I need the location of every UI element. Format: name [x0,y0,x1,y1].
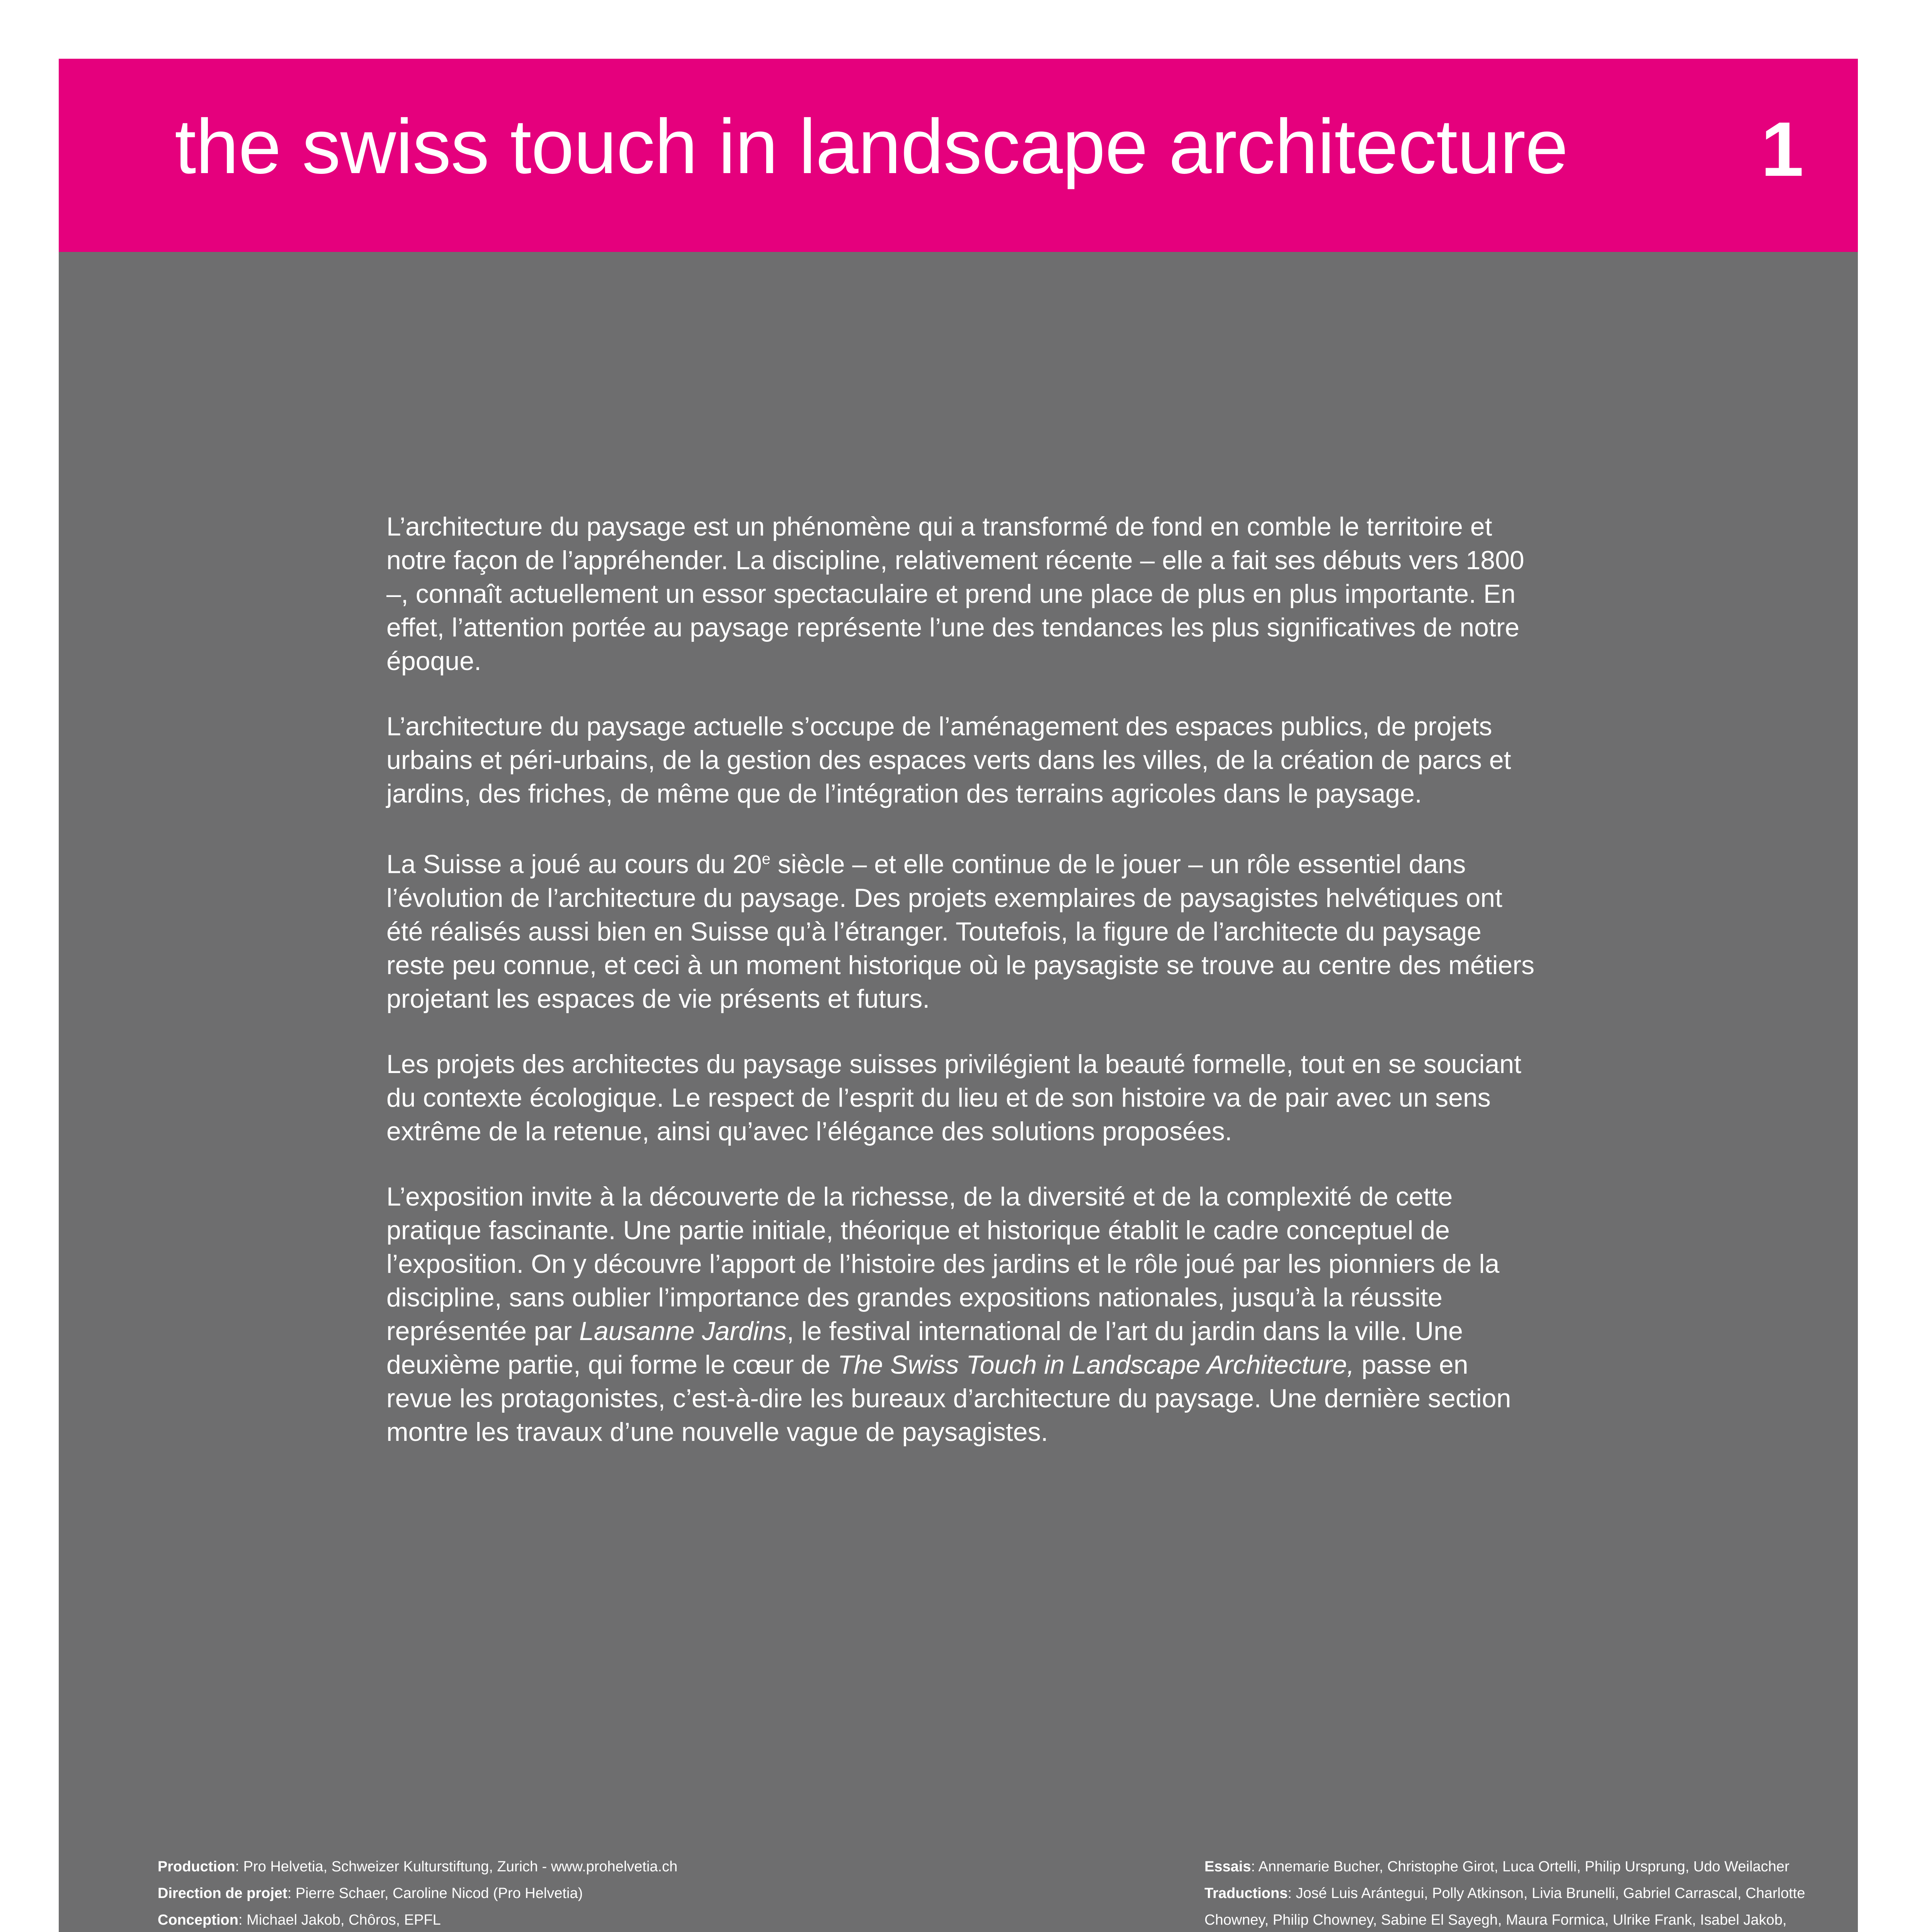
credit-label: Essais [1204,1859,1251,1875]
credit-entry [158,1880,969,1907]
credits-left-column [158,1854,969,1932]
intro-text [386,510,1538,1481]
intro-paragraph: Les projets des architectes du paysage suisses privilégient la beauté formelle, tout en se souciant du contexte écologique. Le respect de l’esprit du lieu et de son histoire va de pair avec un sens extrême de la retenue, ainsi qu’avec l’élégance des solutions proposées. [386,1049,1522,1146]
credit-text: : Pierre Schaer, Caroline Nicod (Pro Helvetia) [287,1885,583,1901]
credit-label: Conception [158,1912,238,1928]
text-run: La Suisse a joué au cours du 20 [386,849,762,879]
text-run: siècle – et elle continue de le jouer – un rôle essentiel dans l’évolution de l’architecture du paysage. Des projets exemplaires de paysagistes helvétiques ont été réalisés aussi bien en Suisse qu’à l’étranger. Toutefois, la figure de l’architecte du paysage reste peu connue, et ceci à un moment historique où le paysagiste se trouve au centre des métiers projetant les espaces de vie présents et futurs. [386,849,1535,1014]
credit-text: : Pro Helvetia, Schweizer Kulturstiftung, Zurich - www.prohelvetia.ch [235,1859,678,1875]
italic-title: The Swiss Touch in Landscape Architecture, [837,1350,1354,1379]
intro-paragraph: L’architecture du paysage actuelle s’occupe de l’aménagement des espaces publics, de projets urbains et péri-urbains, de la gestion des espaces verts dans les villes, de la création de parcs et jardins, des friches, de même que de l’intégration des terrains agricoles dans le paysage. [386,712,1511,808]
credit-entry [158,1854,969,1880]
panel-number: 1 [1761,106,1804,192]
credit-text: : José Luis Arántegui, Polly Atkinson, Livia Brunelli, Gabriel Carrascal, Charlotte Chowney, Philip Chowney, Sabine El Sayegh, Maura Formica, Ulrike Frank, Isabel Jakob, [1204,1885,1805,1928]
header-band [59,59,1858,252]
credit-text: : Michael Jakob, Chôros, EPFL [238,1912,441,1928]
credit-entry [158,1907,969,1932]
italic-title: Lausanne Jardins [579,1316,787,1346]
credit-entry [1204,1880,1807,1932]
content-panel [59,252,1858,1932]
superscript: e [762,850,771,867]
intro-paragraph [386,1180,1538,1449]
page-title: the swiss touch in landscape architecture [175,104,1568,190]
credit-label: Production [158,1859,235,1875]
credit-entry [1204,1854,1807,1880]
credit-text: : Annemarie Bucher, Christophe Girot, Luca Ortelli, Philip Ursprung, Udo Weilacher [1251,1859,1789,1875]
credit-label: Traductions [1204,1885,1288,1901]
text-run: L’exposition invite à la découverte de la richesse, de la diversité et de la complexité de cette pratique fascinante. Une partie initiale, théorique et historique établit le cadre conceptuel de l’exposition. On y découvre l’apport de l’histoire des jardins et le rôle joué par les pionniers de la discipline, sans oublier l’importance des grandes expositions nationales, jusqu’à la réussite représentée par [386,1182,1500,1346]
credit-label: Direction de projet [158,1885,287,1901]
credits-right-column [1204,1854,1807,1932]
intro-paragraph [386,842,1538,1016]
intro-paragraph: L’architecture du paysage est un phénomène qui a transformé de fond en comble le territoire et notre façon de l’appréhender. La discipline, relativement récente – elle a fait ses débuts vers 1800 –, connaît actuellement un essor spectaculaire et prend une place de plus en plus importante. En effet, l’attention portée au paysage représente l’une des tendances les plus significatives de notre époque. [386,512,1524,676]
text-run: , le festival international de l’art du jardin dans la ville. Une deuxième partie, qui forme le cœur de [386,1316,1463,1379]
text-run: passe en revue les protagonistes, c’est-à-dire les bureaux d’architecture du paysage. Une dernière section montre les travaux d’une nouvelle vague de paysagistes. [386,1350,1511,1447]
